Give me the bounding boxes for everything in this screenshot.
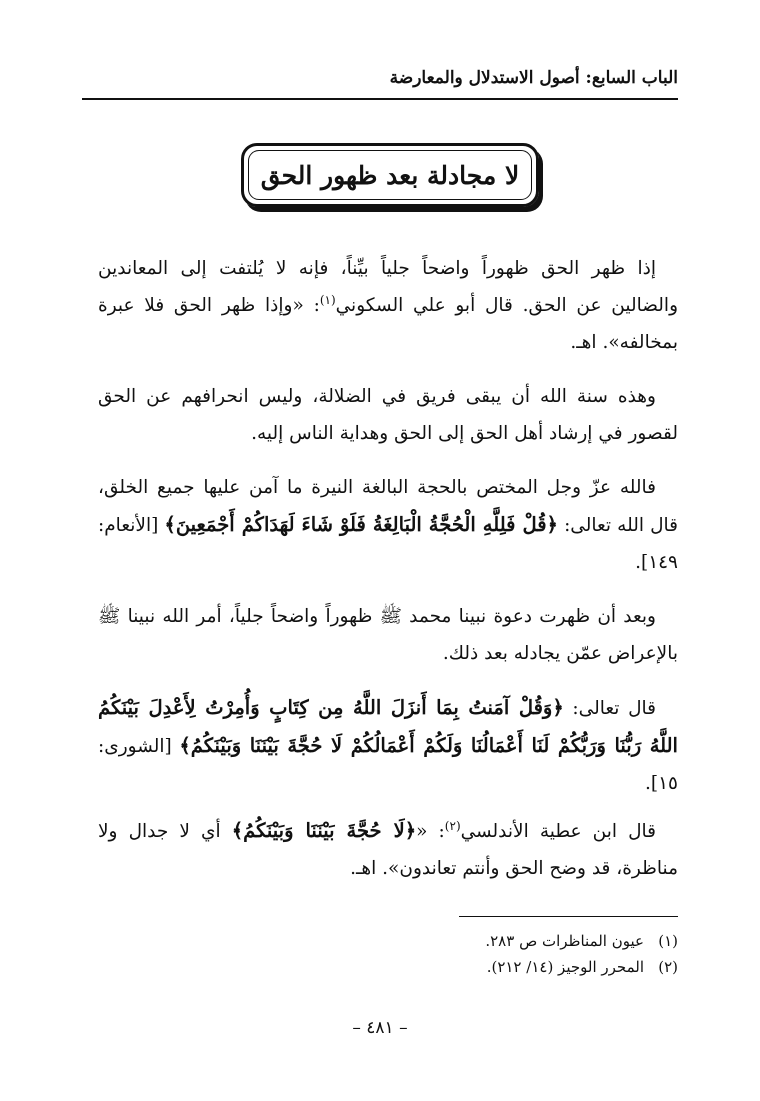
footnote-2-text: المحرر الوجيز (١٤/ ٢١٢).	[486, 958, 644, 976]
paragraph-2	[98, 378, 678, 452]
verse-citation-anam: [الأنعام: ١٤٩].	[98, 515, 678, 573]
quran-verse-anam: ﴿قُلْ فَلِلَّهِ الْحُجَّةُ الْبَالِغَةُ فَلَوْ شَاءَ لَهَدَاكُمْ أَجْمَعِينَ﴾	[164, 513, 558, 536]
paragraph-2-text: وهذه سنة الله أن يبقى فريق في الضلالة، وليس انحرافهم عن الحق لقصور في إرشاد أهل الحق إلى الحق وهداية الناس إليه.	[98, 386, 678, 444]
paragraph-4-text: وبعد أن ظهرت دعوة نبينا محمد ﷺ ظهوراً واضحاً جلياً، أمر الله نبينا ﷺ بالإعراض عمّن يجادله بعد ذلك.	[98, 606, 678, 664]
paragraph-5-text: قال تعالى:	[572, 698, 656, 719]
footnote-ref-1: (١)	[319, 292, 336, 307]
paragraph-1	[98, 250, 678, 361]
section-title-frame	[241, 143, 539, 207]
footnote-2-number: (٢)	[658, 958, 678, 976]
paragraph-3	[98, 469, 678, 581]
section-title: لا مجادلة بعد ظهور الحق	[260, 160, 520, 190]
paragraph-6	[98, 812, 678, 887]
paragraph-4	[98, 598, 678, 672]
footnote-1-text: عيون المناظرات ص ٢٨٣.	[485, 932, 644, 950]
paragraph-3-text: فالله عزّ وجل المختص بالحجة البالغة النيرة ما آمن عليها جميع الخلق، قال الله تعالى:	[98, 477, 678, 536]
paragraph-1-text: إذا ظهر الحق ظهوراً واضحاً جلياً بيِّناً، فإنه لا يُلتفت إلى المعاندين والضالين عن الحق. قال أبو علي السكوني	[98, 258, 678, 316]
verse-citation-shura: [الشورى: ١٥].	[98, 736, 678, 794]
paragraph-5	[98, 689, 678, 802]
footnote-divider	[459, 916, 678, 917]
quran-verse-shura: ﴿وَقُلْ آمَنتُ بِمَا أَنزَلَ اللَّهُ مِن كِتَابٍ وَأُمِرْتُ لِأَعْدِلَ بَيْنَكُمُ اللَّهُ رَبُّنَا وَرَبُّكُمْ لَنَا أَعْمَالُنَا وَلَكُمْ أَعْمَالُكُمْ لَا حُجَّةَ بَيْنَنَا وَبَيْنَكُمُ﴾	[98, 696, 678, 757]
quran-verse-quoted: ﴿لَا حُجَّةَ بَيْنَنَا وَبَيْنَكُمُ﴾	[231, 819, 417, 842]
paragraph-6-text-end: أي لا جدال ولا مناظرة، قد وضح الحق وأنتم تعاندون». اهـ.	[98, 821, 678, 879]
paragraph-1-quote: : «وإذا ظهر الحق فلا عبرة بمخالفه». اهـ.	[98, 295, 678, 353]
body-text	[98, 250, 678, 904]
footnote-2	[258, 954, 678, 980]
page-number: – ٤٨١ –	[352, 1018, 408, 1038]
footnote-ref-2: (٢)	[444, 818, 461, 833]
paragraph-6-quote-open: : «	[416, 821, 445, 842]
running-header: الباب السابع: أصول الاستدلال والمعارضة	[389, 68, 678, 88]
footnotes	[258, 928, 678, 980]
header-divider	[82, 98, 678, 100]
footnote-1	[258, 928, 678, 954]
paragraph-6-text: قال ابن عطية الأندلسي	[460, 821, 656, 842]
footnote-1-number: (١)	[658, 932, 678, 950]
